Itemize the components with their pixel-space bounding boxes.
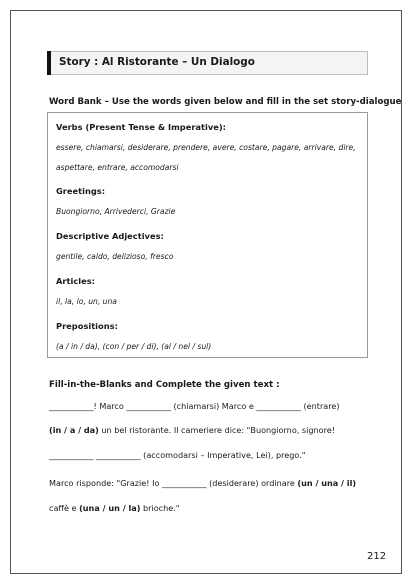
greetings-heading: Greetings: [56,186,106,196]
adjectives-list: gentile, caldo, delizioso, fresco [56,252,174,261]
exercise-line-3-text: ___________ ___________ (accomodarsi – Imperative, Lei), prego." [49,450,306,460]
exercise-line-2 [49,425,335,435]
verbs-list-line-1: essere, chiamarsi, desiderare, prendere, avere, costare, pagare, arrivare, dire, [56,143,356,152]
word-bank-box [47,112,368,358]
exercise-line-1-text: ___________! Marco ___________ (chiamarsi) Marco e ___________ (entrare) [49,401,340,411]
title-accent-bar [47,51,51,75]
article-options-2: (una / un / la) [79,503,141,513]
greetings-list: Buongiorno, Arrivederci, Grazie [56,207,176,216]
exercise-line-5 [49,503,180,513]
exercise-line-1 [49,401,340,411]
verbs-heading: Verbs (Present Tense & Imperative): [56,122,226,132]
verbs-list-line-2: aspettare, entrare, accomodarsi [56,163,179,172]
prepositions-list: (a / in / da), (con / per / di), (al / nel / sul) [56,342,212,351]
preposition-options-1: (in / a / da) [49,425,99,435]
exercise-line-2-text: un bel ristorante. Il cameriere dice: "Buongiorno, signore! [98,425,335,435]
word-bank-heading: Word Bank – Use the words given below and fill in the set story-dialogue [49,97,402,107]
page-number: 212 [367,551,387,562]
exercise-line-4 [49,478,356,488]
prepositions-heading: Prepositions: [56,321,118,331]
page-title: Story : Al Ristorante – Un Dialogo [59,56,255,68]
title-box [47,51,368,75]
exercise-line-5-text-a: caffè e [49,503,80,513]
article-options-1: (un / una / il) [297,478,357,488]
articles-heading: Articles: [56,276,95,286]
exercise-line-4-text: Marco risponde: "Grazie! Io ___________ (desiderare) ordinare [49,478,298,488]
exercise-line-5-text-b: brioche." [140,503,180,513]
articles-list: il, la, lo, un, una [56,297,117,306]
exercise-line-3 [49,450,306,460]
adjectives-heading: Descriptive Adjectives: [56,231,164,241]
exercise-heading: Fill-in-the-Blanks and Complete the given text : [49,380,280,390]
